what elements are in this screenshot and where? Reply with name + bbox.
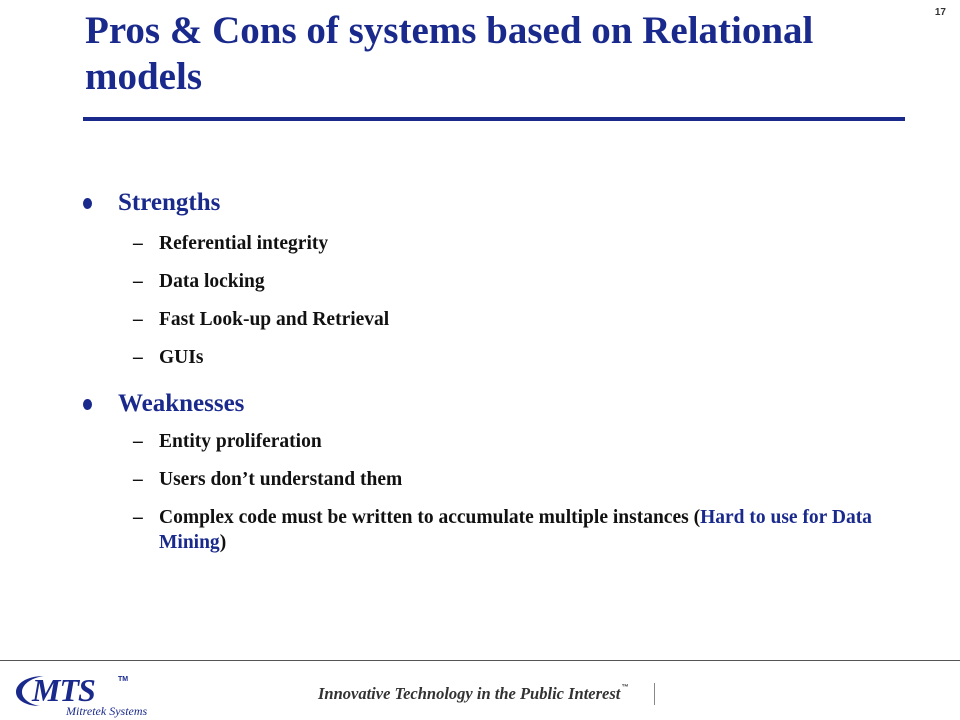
footer-divider (0, 660, 960, 661)
slide-title: Pros & Cons of systems based on Relational models (85, 9, 814, 98)
list-item (82, 345, 922, 383)
tagline-trademark: ™ (621, 684, 629, 691)
logo-subtitle: Mitretek Systems (66, 704, 148, 718)
list-item-text: Entity proliferation (159, 431, 322, 452)
strengths-heading-row (82, 186, 922, 220)
dash-icon: – (133, 233, 143, 254)
dash-icon: – (133, 347, 143, 368)
tagline-divider (654, 683, 655, 705)
list-item (82, 467, 922, 505)
weaknesses-heading-row (82, 387, 922, 421)
footer-tagline (318, 684, 628, 704)
list-item-text: Fast Look-up and Retrieval (159, 309, 390, 330)
list-item (82, 269, 922, 307)
list-item (82, 429, 922, 467)
mts-logo (14, 670, 154, 716)
weaknesses-list (82, 429, 922, 555)
dash-icon: – (133, 309, 143, 330)
weaknesses-section (82, 387, 922, 555)
list-item-text: Users don’t understand them (159, 469, 403, 490)
slide-number: 17 (934, 7, 946, 18)
dash-icon: – (133, 271, 143, 292)
bullet-icon (83, 198, 92, 209)
weaknesses-heading: Weaknesses (118, 390, 245, 417)
list-item-text: GUIs (159, 347, 204, 368)
tagline-text: Innovative Technology in the Public Interest (318, 684, 621, 703)
highlight-text: Hard to use for Data Mining (159, 507, 872, 553)
strengths-section (82, 186, 922, 383)
logo-text: MTS (32, 672, 95, 708)
bullet-icon (83, 399, 92, 410)
logo-trademark: TM (118, 676, 129, 683)
list-item-main-text: Complex code must be written to accumulate multiple instances ( (159, 507, 701, 528)
dash-icon: – (133, 431, 143, 452)
list-item-text (159, 507, 872, 553)
dash-icon: – (133, 469, 143, 490)
list-item-text: Data locking (159, 271, 265, 292)
list-item-text: Referential integrity (159, 233, 329, 254)
list-item (82, 307, 922, 345)
strengths-list (82, 231, 922, 383)
list-item (82, 231, 922, 269)
list-item-suffix: ) (219, 532, 227, 553)
list-item (82, 505, 922, 555)
strengths-heading: Strengths (118, 189, 221, 216)
dash-icon: – (133, 507, 143, 528)
